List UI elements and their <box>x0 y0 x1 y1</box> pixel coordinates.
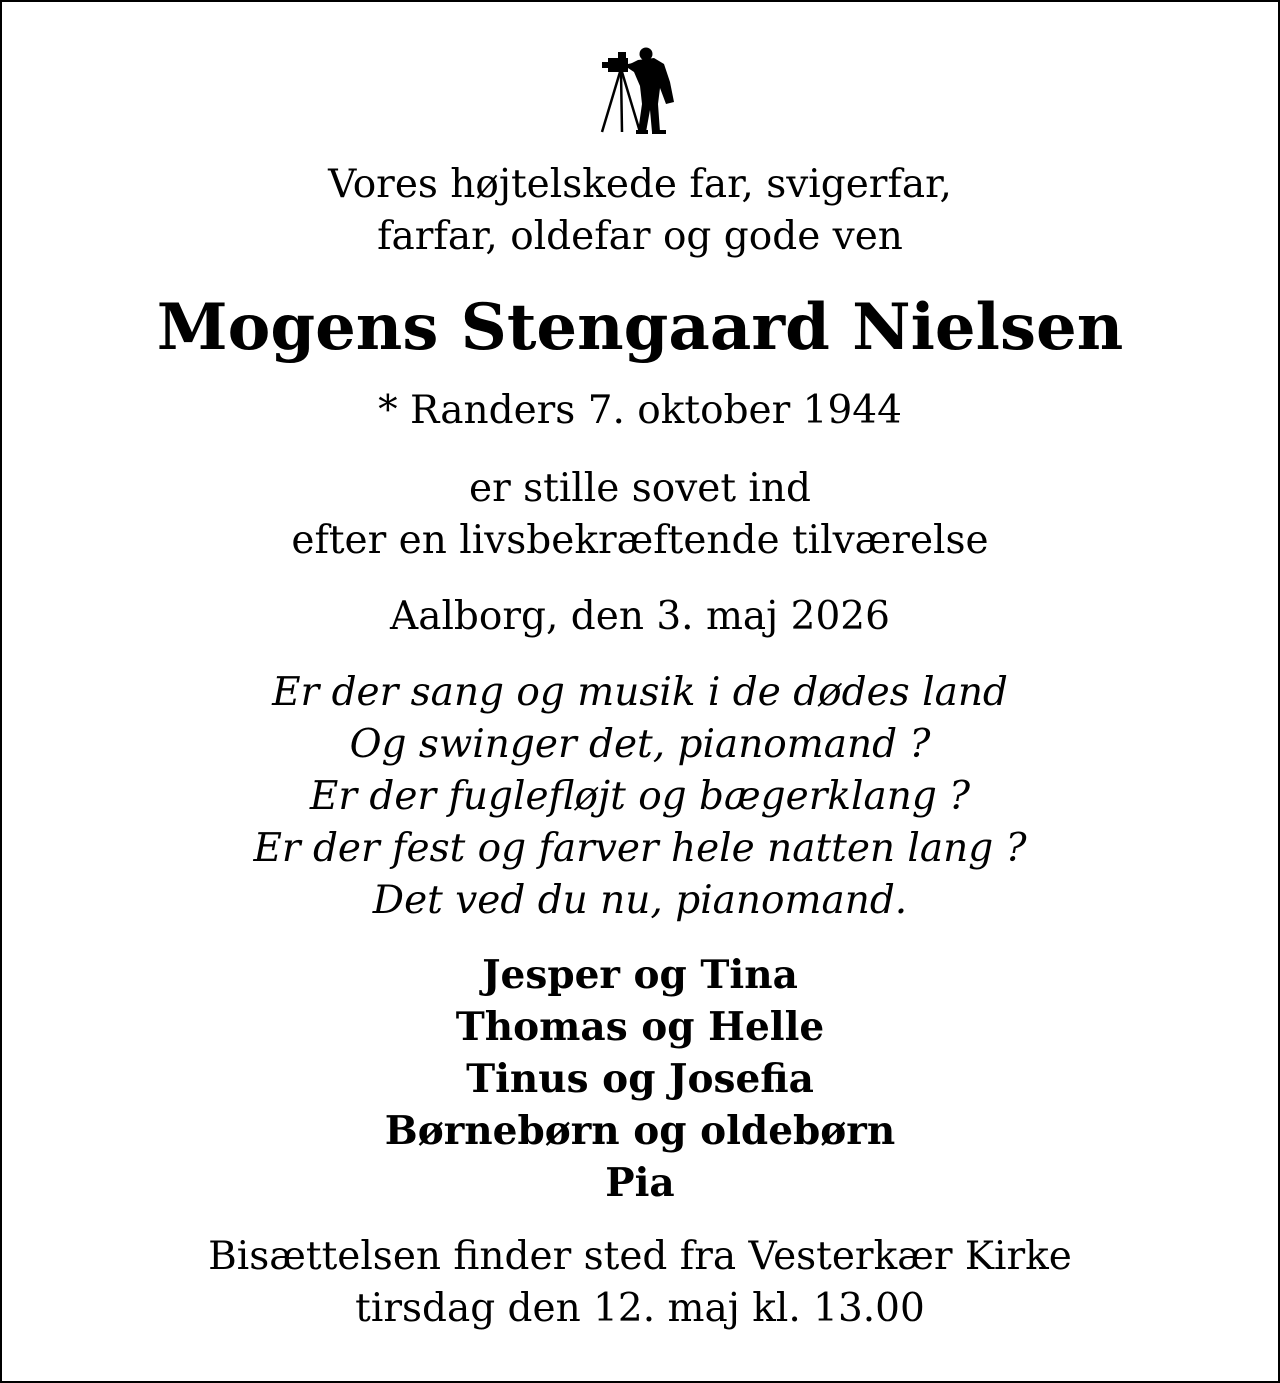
verse-line-1: Er der sang og musik i de dødes land <box>272 670 1008 715</box>
family-line-3: Tinus og Josefia <box>466 1056 814 1102</box>
passing-line-1: er stille sovet ind <box>469 466 811 511</box>
verse-line-2: Og swinger det, pianomand ? <box>349 722 931 767</box>
verse-line-5: Det ved du nu, pianomand. <box>372 878 908 923</box>
passing-line-2: efter en livsbekræftende tilværelse <box>291 518 989 563</box>
funeral-line-1: Bisættelsen finder sted fra Vesterkær Kirke <box>208 1234 1072 1279</box>
verse-line-4: Er der fest og farver hele natten lang ? <box>253 826 1027 871</box>
verse-line-3: Er der fuglefløjt og bægerklang ? <box>309 774 971 819</box>
intro-line-1: Vores højtelskede far, svigerfar, <box>328 162 952 207</box>
family-line-2: Thomas og Helle <box>455 1004 825 1050</box>
place-date: Aalborg, den 3. maj 2026 <box>390 594 890 639</box>
funeral-line-2: tirsdag den 12. maj kl. 13.00 <box>355 1286 925 1331</box>
deceased-name: Mogens Stengaard Nielsen <box>156 290 1124 365</box>
photographer-with-camera-icon <box>594 44 690 134</box>
family-line-4: Børnebørn og oldebørn <box>384 1108 896 1154</box>
family-line-1: Jesper og Tina <box>482 952 798 998</box>
family-line-5: Pia <box>605 1160 675 1206</box>
intro-line-2: farfar, oldefar og gode ven <box>377 214 903 259</box>
birth-line: * Randers 7. oktober 1944 <box>378 388 902 433</box>
